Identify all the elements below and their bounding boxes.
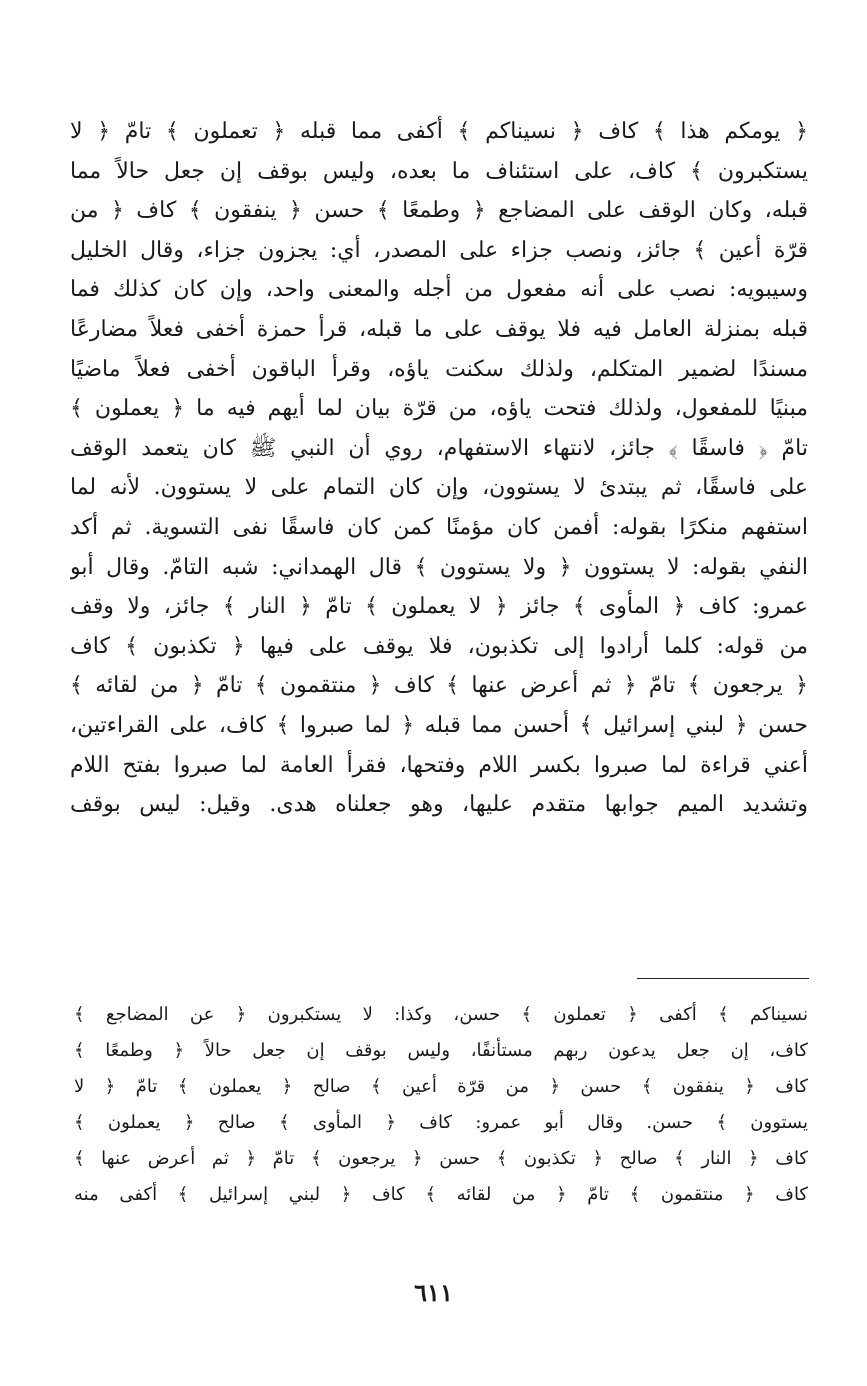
main-line: حسن ﴿ لبني إسرائيل ﴾ أحسن مما قبله ﴿ لما صبروا ﴾ كاف، على القراءتين، — [70, 712, 808, 738]
footnote-line: نسيناكم ﴾ أكفى ﴿ تعملون ﴾ حسن، وكذا: لا يستكبرون ﴿ عن المضاجع ﴾ — [74, 1004, 808, 1025]
main-line: وسيبويه: نصب على أنه مفعول من أجله والمعنى واحد، وإن كان كذلك فما — [70, 277, 808, 303]
main-line: تامّ ﴿ فاسقًا ﴾ جائز، لانتهاء الاستفهام، روي أن النبي ﷺ كان يتعمد الوقف — [70, 435, 808, 461]
footnote-divider — [637, 978, 809, 979]
footnote-line: كاف ﴿ ينفقون ﴾ حسن ﴿ من قرّة أعين ﴾ صالح ﴿ يعملون ﴾ تامّ ﴿ لا — [74, 1076, 808, 1097]
footnote-line: كاف ﴿ منتقمون ﴾ تامّ ﴿ من لقائه ﴾ كاف ﴿ لبني إسرائيل ﴾ أكفى منه — [74, 1184, 808, 1205]
main-line: مبنيًا للمفعول، ولذلك فتحت ياؤه، من قرّة بيان لما أيهم فيه ما ﴿ يعملون ﴾ — [70, 396, 808, 422]
main-line: على فاسقًا، ثم يبتدئ لا يستوون، وإن كان التمام على لا يستوون. لأنه لما — [70, 475, 808, 501]
main-line: من قوله: كلما أرادوا إلى تكذبون، فلا يوقف على فيها ﴿ تكذبون ﴾ كاف — [70, 633, 808, 659]
footnote-line: كاف ﴿ النار ﴾ صالح ﴿ تكذبون ﴾ حسن ﴿ يرجعون ﴾ تامّ ﴿ ثم أعرض عنها ﴾ — [74, 1148, 808, 1169]
main-line: قرّة أعين ﴾ جائز، ونصب جزاء على المصدر، أي: يجزون جزاء، وقال الخليل — [70, 237, 808, 263]
footnotes — [74, 997, 808, 1213]
main-line: استفهم منكرًا بقوله: أفمن كان مؤمنًا كمن كان فاسقًا نفى التسوية. ثم أكد — [70, 514, 808, 540]
main-line: وتشديد الميم جوابها متقدم عليها، وهو جعلناه هدى. وقيل: ليس بوقف — [70, 792, 808, 818]
main-line: قبله، وكان الوقف على المضاجع ﴿ وطمعًا ﴾ حسن ﴿ ينفقون ﴾ كاف ﴿ من — [70, 198, 808, 224]
main-line: ﴿ يومكم هذا ﴾ كاف ﴿ نسيناكم ﴾ أكفى مما قبله ﴿ تعملون ﴾ تامّ ﴿ لا — [70, 119, 808, 144]
main-line: مسندًا لضمير المتكلم، ولذلك سكنت ياؤه، وقرأ الباقون أخفى فعلاً ماضيًا — [70, 356, 808, 382]
main-line: يستكبرون ﴾ كاف، على استئناف ما بعده، وليس بوقف إن جعل حالاً مما — [70, 158, 808, 184]
main-text — [70, 112, 808, 825]
main-line: عمرو: كاف ﴿ المأوى ﴾ جائز ﴿ لا يعملون ﴾ تامّ ﴿ النار ﴾ جائز، ولا وقف — [70, 594, 808, 620]
page-number: ٦١١ — [414, 1278, 453, 1307]
main-line: النفي بقوله: لا يستوون ﴿ ولا يستوون ﴾ قال الهمداني: شبه التامّ. وقال أبو — [70, 554, 808, 580]
footnote-line: يستوون ﴾ حسن. وقال أبو عمرو: كاف ﴿ المأوى ﴾ صالح ﴿ يعملون ﴾ — [74, 1112, 808, 1133]
main-line: قبله بمنزلة العامل فيه فلا يوقف على ما قبله، قرأ حمزة أخفى فعلاً مضارعًا — [70, 316, 808, 342]
main-line: ﴿ يرجعون ﴾ تامّ ﴿ ثم أعرض عنها ﴾ كاف ﴿ منتقمون ﴾ تامّ ﴿ من لقائه ﴾ — [70, 673, 808, 699]
footnote-line: كاف، إن جعل يدعون ربهم مستأنفًا، وليس بوقف إن جعل حالاً ﴿ وطمعًا ﴾ — [74, 1040, 808, 1061]
main-line: أعني قراءة لما صبروا بكسر اللام وفتحها، فقرأ العامة لما صبروا بفتح اللام — [70, 752, 808, 778]
